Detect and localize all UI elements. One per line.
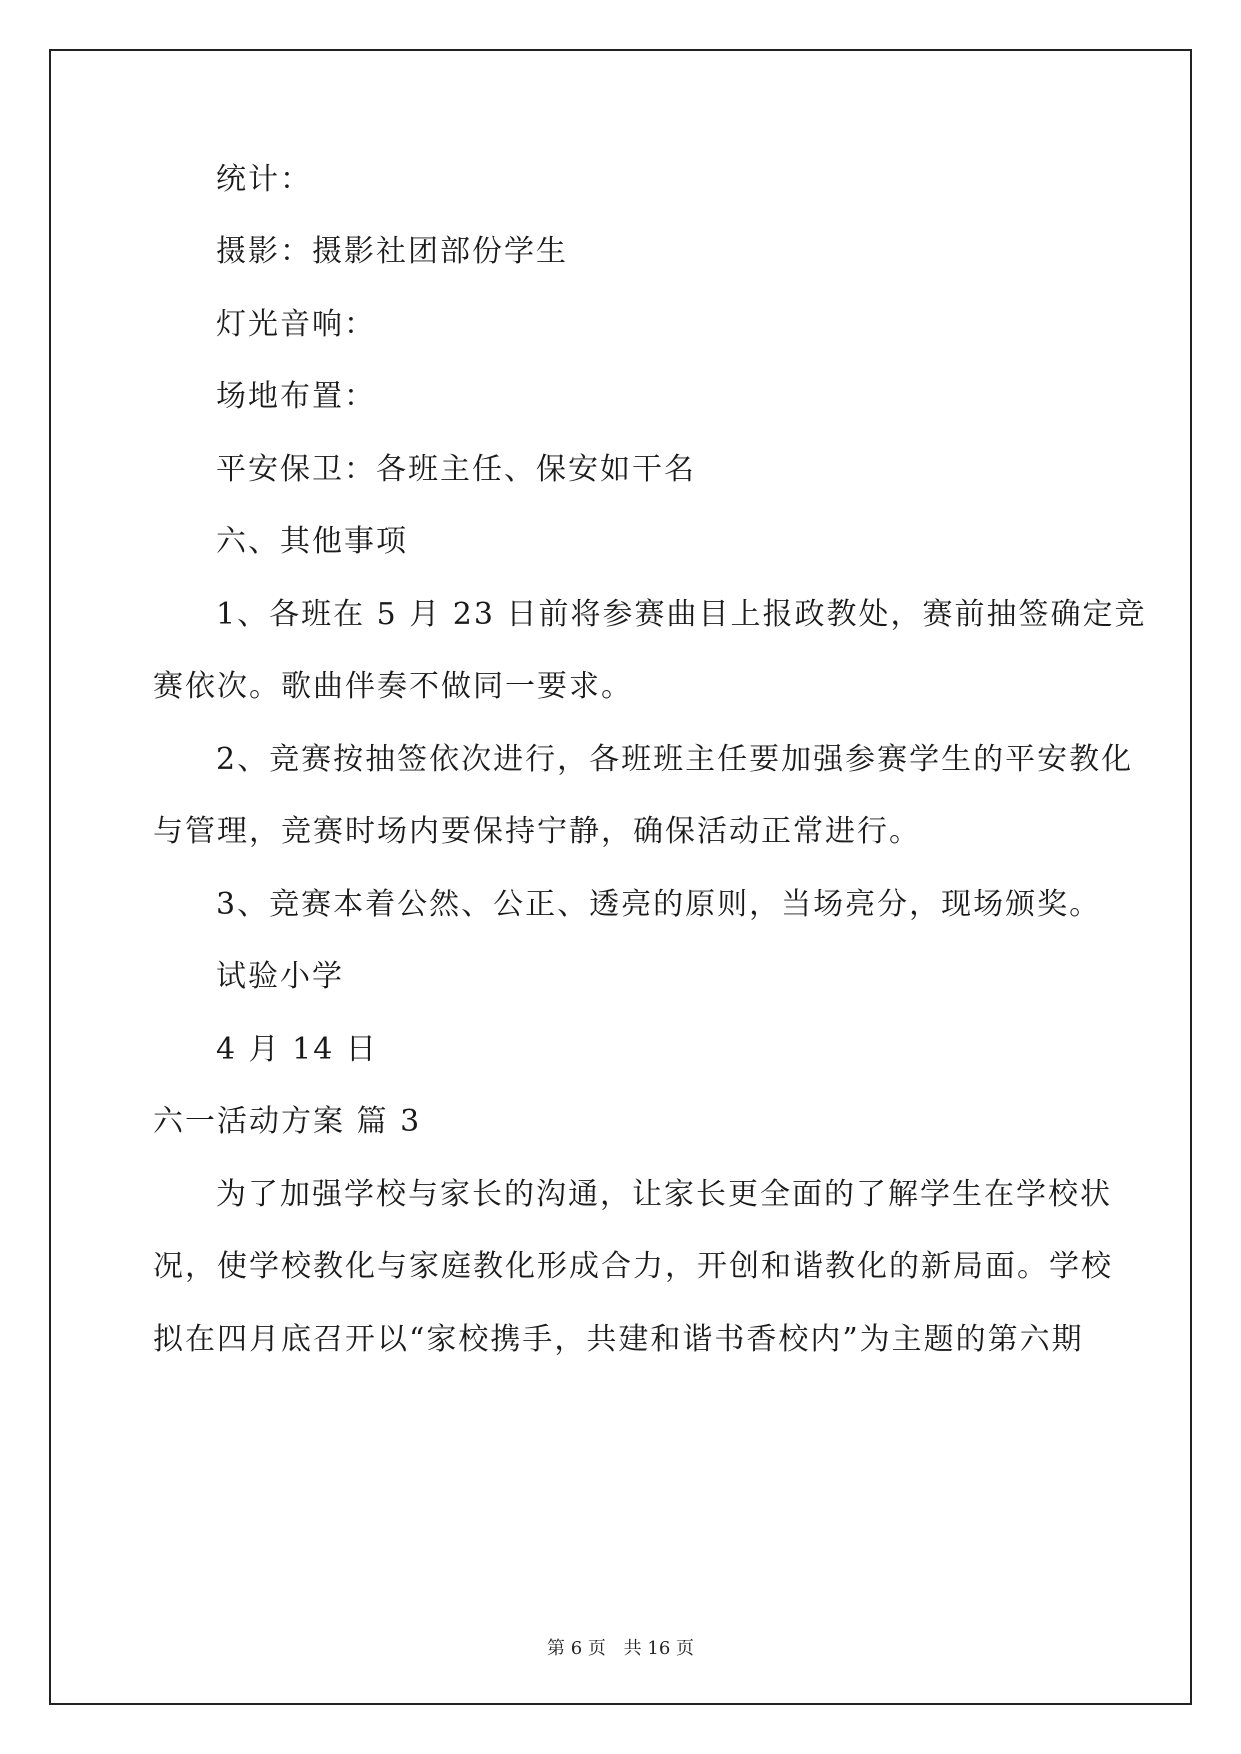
signature-school: 试验小学 (216, 959, 344, 994)
paragraph-3-line-1: 3、竞赛本着公然、公正、透亮的原则，当场亮分，现场颁奖。 (216, 887, 1102, 922)
page-number: 第 6 页 (547, 1638, 606, 1659)
paragraph-4-line-1: 为了加强学校与家长的沟通，让家长更全面的了解学生在学校状 (216, 1177, 1112, 1212)
page-total: 共 16 页 (623, 1638, 694, 1659)
paragraph-2-line-1: 2、竞赛按抽签依次进行，各班班主任要加强参赛学生的平安教化 (216, 742, 1134, 777)
paragraph-4-line-3: 拟在四月底召开以“家校携手，共建和谐书香校内”为主题的第六期 (153, 1322, 1084, 1357)
paragraph-2-line-2: 与管理，竞赛时场内要保持宁静，确保活动正常进行。 (153, 814, 921, 849)
signature-date: 4 月 14 日 (216, 1032, 378, 1067)
text-line-sheying: 摄影：摄影社团部份学生 (216, 234, 568, 269)
paragraph-4-line-2: 况，使学校教化与家庭教化形成合力，开创和谐教化的新局面。学校 (153, 1249, 1113, 1284)
page-border (49, 49, 1192, 1705)
paragraph-1-line-1: 1、各班在 5 月 23 日前将参赛曲目上报政教处，赛前抽签确定竞 (216, 597, 1147, 632)
text-line-baowei: 平安保卫：各班主任、保安如干名 (216, 452, 696, 487)
text-line-changdi: 场地布置： (216, 379, 376, 414)
paragraph-1-line-2: 赛依次。歌曲伴奏不做同一要求。 (153, 669, 633, 704)
text-line-dengguang: 灯光音响： (216, 307, 376, 342)
section-heading-other: 六、其他事项 (216, 524, 408, 559)
page-footer (0, 1634, 1241, 1660)
section-title-plan-3: 六一活动方案 篇 3 (153, 1104, 422, 1139)
text-line-tongji: 统计： (216, 162, 312, 197)
